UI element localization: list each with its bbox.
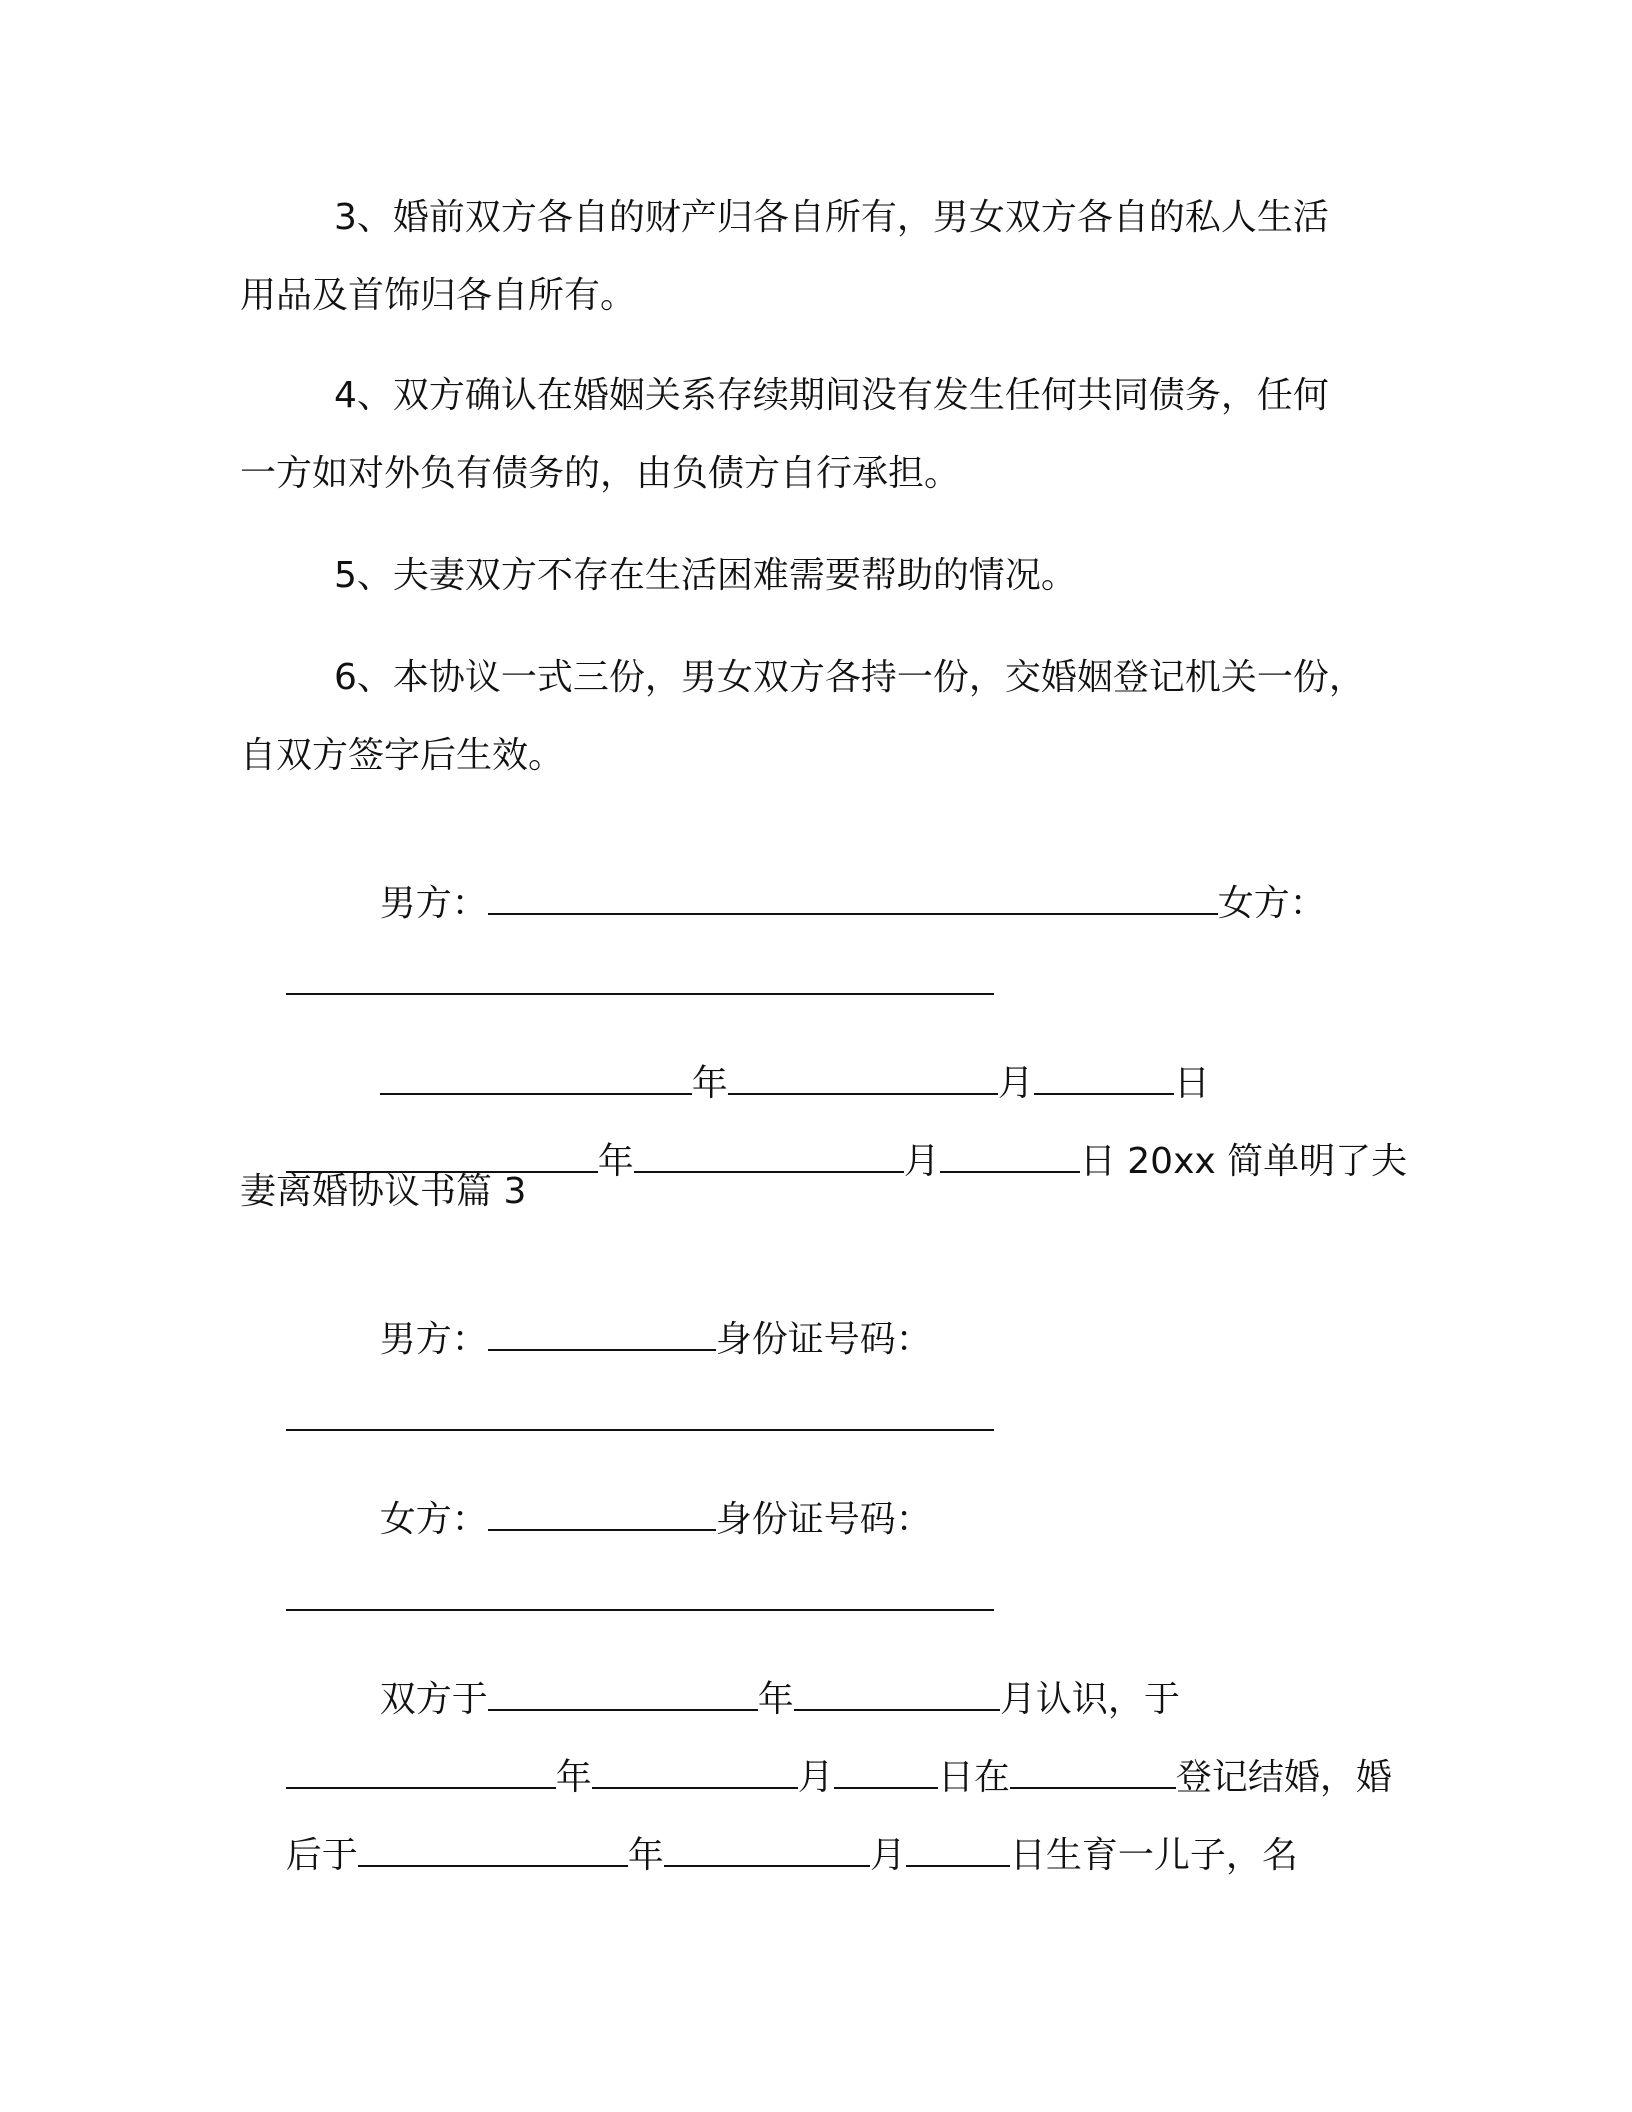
male-signature-label: 男方：	[379, 883, 488, 924]
section-title-continuation: 妻离婚协议书篇 3	[240, 1171, 527, 1212]
female-name-blank[interactable]	[488, 1499, 716, 1531]
child-year-blank[interactable]	[358, 1835, 628, 1867]
date-2-day-blank[interactable]	[940, 1141, 1080, 1173]
female-signature-blank[interactable]	[286, 963, 994, 995]
male-id-label: 身份证号码：	[715, 1319, 932, 1360]
male-signature-blank[interactable]	[488, 883, 1218, 915]
child-month-label: 月	[869, 1835, 906, 1876]
clause-4-line-2: 一方如对外负有债务的，由负债方自行承担。	[240, 453, 961, 494]
male-name-blank[interactable]	[488, 1319, 716, 1351]
clause-3-line-2: 用品及首饰归各自所有。	[240, 275, 637, 316]
child-month-blank[interactable]	[664, 1835, 870, 1867]
met-prefix: 双方于	[379, 1679, 488, 1720]
date-2-year-label: 年	[597, 1141, 634, 1182]
married-year-label: 年	[555, 1757, 592, 1798]
clause-3-line-1: 3、婚前双方各自的财产归各自所有，男女双方各自的私人生活	[334, 197, 1329, 238]
male-id-blank[interactable]	[286, 1399, 994, 1431]
female-id-blank[interactable]	[286, 1579, 994, 1611]
date-1-day-label: 日	[1173, 1063, 1210, 1104]
clause-5-line-1: 5、夫妻双方不存在生活困难需要帮助的情况。	[334, 555, 1077, 596]
marriage-line-3	[240, 1784, 1298, 1928]
date-1-year-label: 年	[691, 1063, 728, 1104]
date-2-month-label: 月	[903, 1141, 940, 1182]
date-1-month-label: 月	[997, 1063, 1034, 1104]
child-day-blank[interactable]	[906, 1835, 1010, 1867]
date-2-day-and-title: 日 20xx 简单明了夫	[1079, 1141, 1408, 1182]
male-label: 男方：	[379, 1319, 488, 1360]
child-suffix: 日生育一儿子，名	[1009, 1835, 1298, 1876]
met-year-label: 年	[757, 1679, 794, 1720]
clause-4-line-1: 4、双方确认在婚姻关系存续期间没有发生任何共同债务，任何	[334, 375, 1329, 416]
date-2-month-blank[interactable]	[634, 1141, 904, 1173]
female-id-label: 身份证号码：	[715, 1499, 932, 1540]
child-prefix: 后于	[285, 1835, 358, 1876]
clause-6-line-1: 6、本协议一式三份，男女双方各持一份，交婚姻登记机关一份，	[334, 657, 1365, 698]
child-year-label: 年	[627, 1835, 664, 1876]
female-signature-label: 女方：	[1217, 883, 1326, 924]
married-suffix: 登记结婚，婚	[1175, 1757, 1392, 1798]
married-day-at: 日在	[937, 1757, 1010, 1798]
female-label: 女方：	[379, 1499, 488, 1540]
clause-6-line-2: 自双方签字后生效。	[240, 735, 565, 776]
married-month-label: 月	[797, 1757, 834, 1798]
met-month-suffix: 月认识，于	[999, 1679, 1180, 1720]
